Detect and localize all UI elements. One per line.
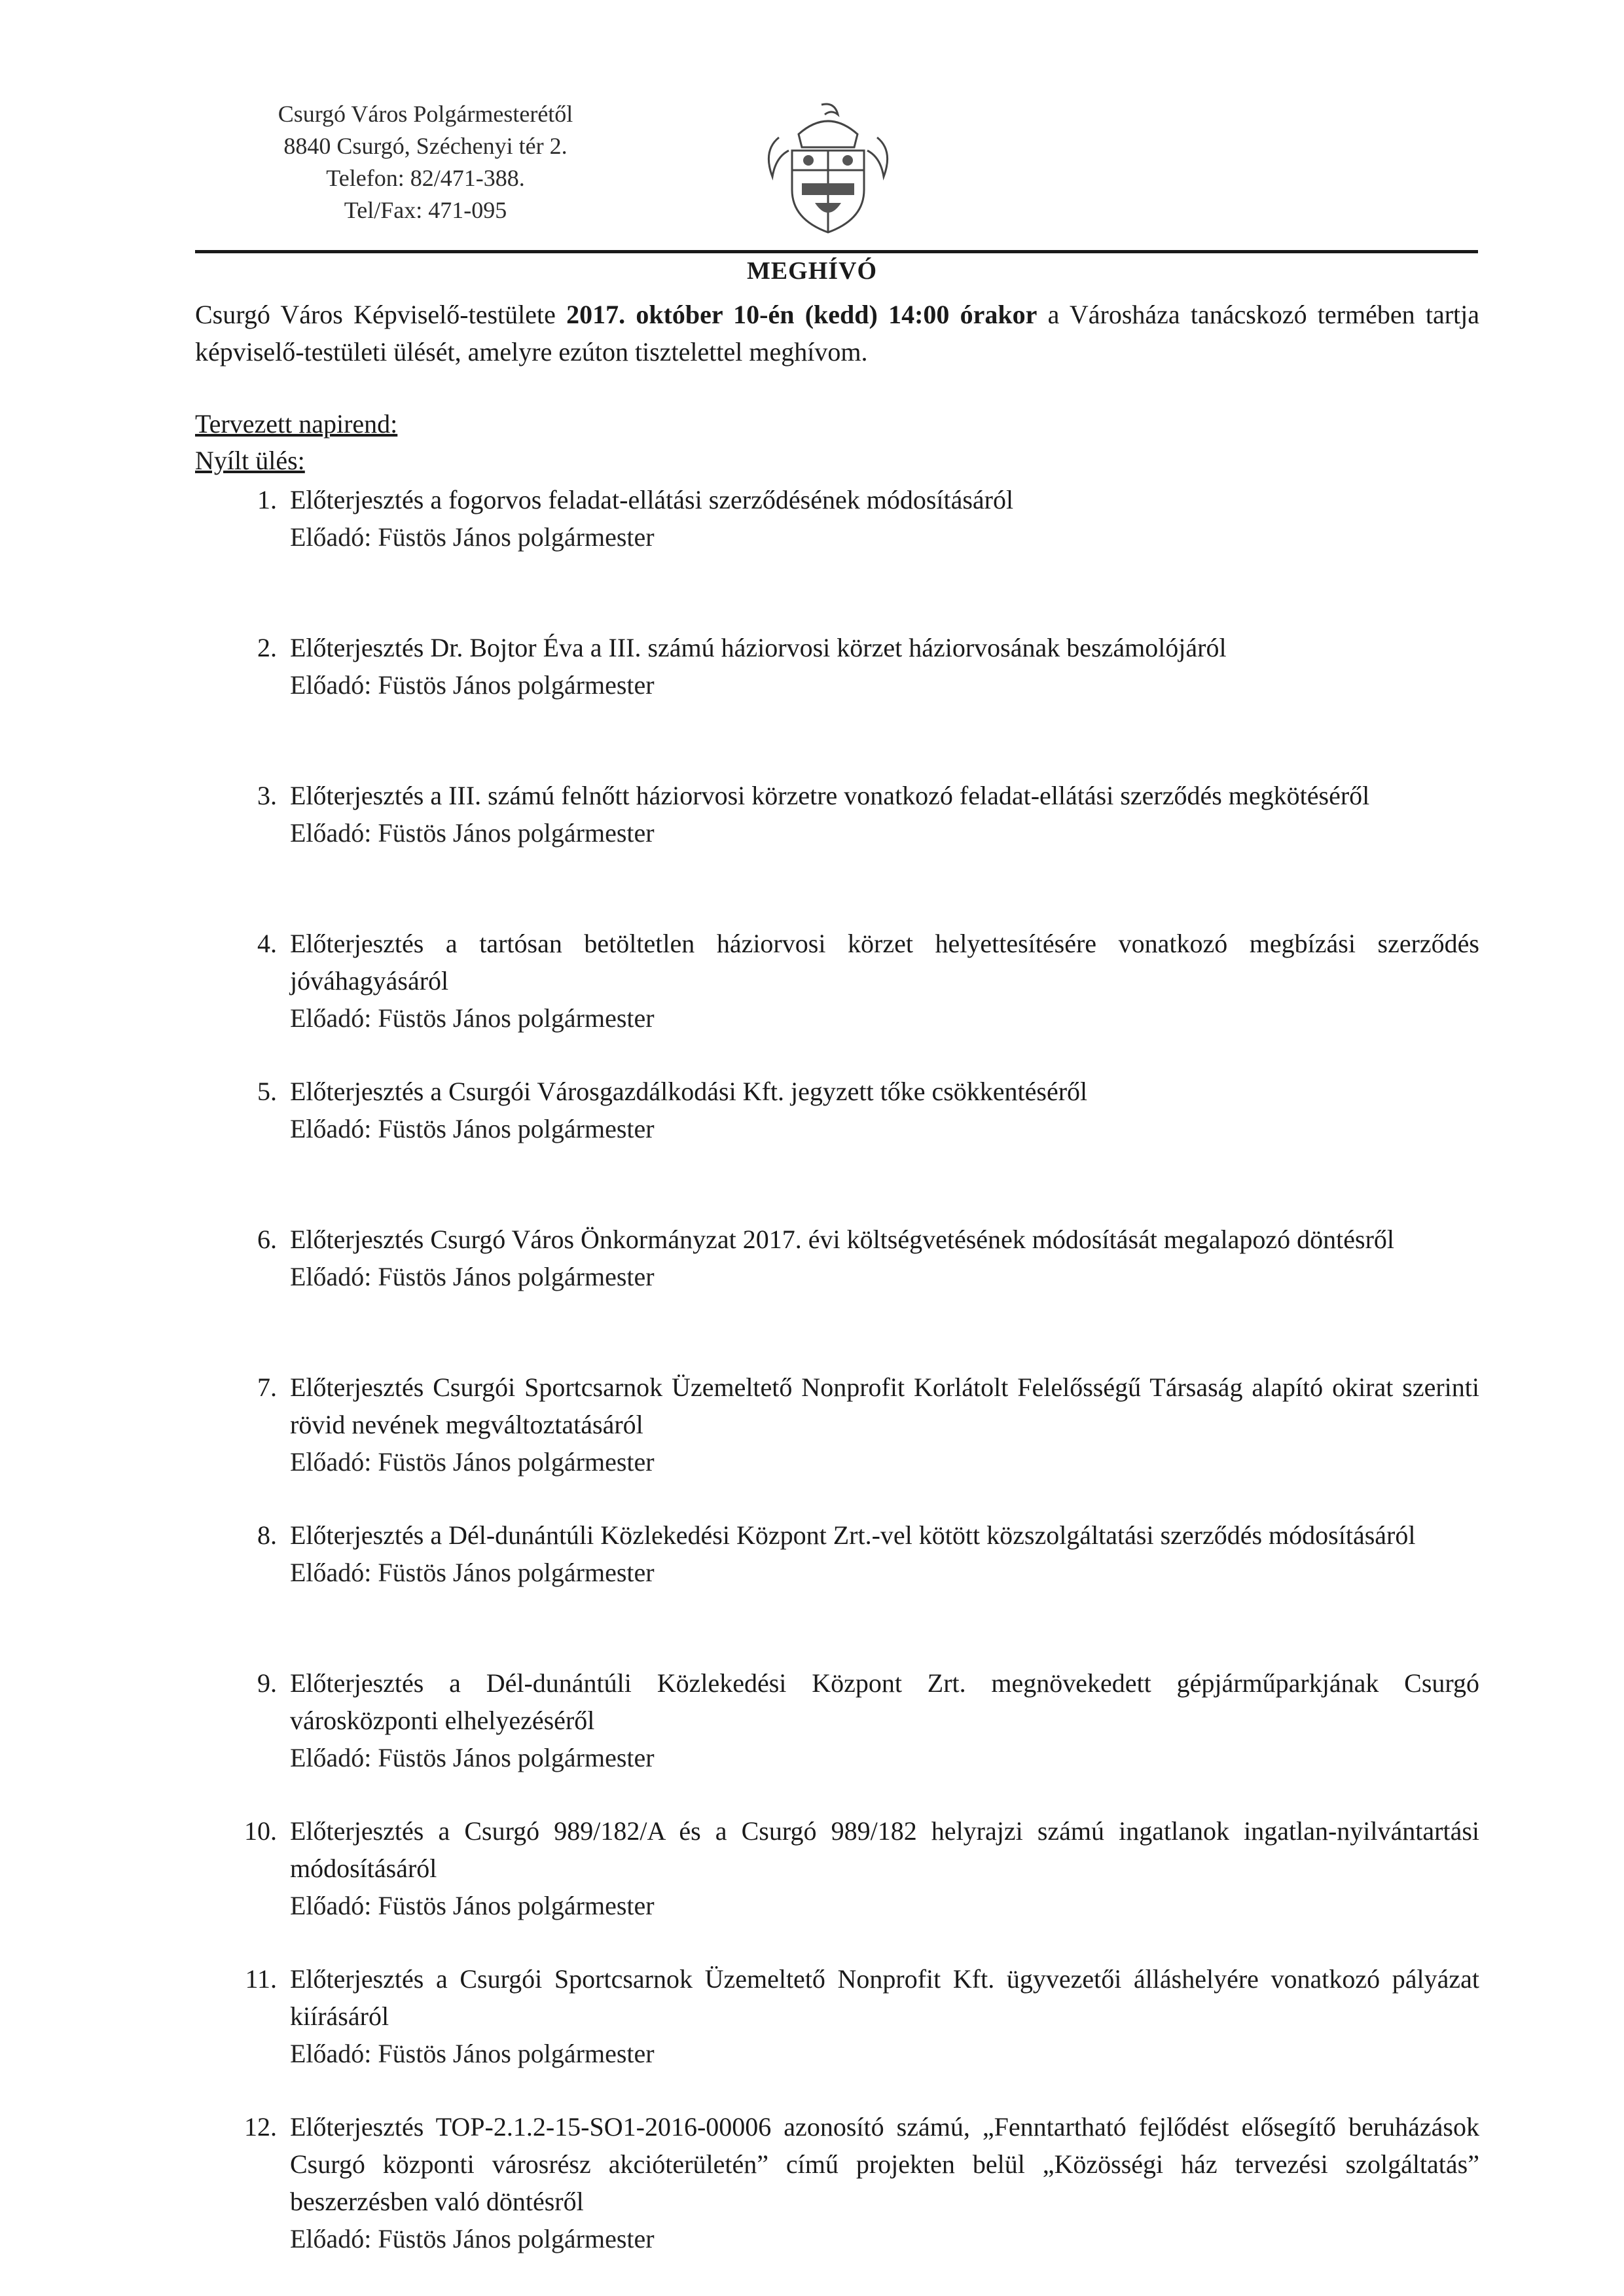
agenda-item-body	[290, 1369, 1479, 1516]
agenda-item	[195, 629, 1479, 777]
open-session-heading: Nyílt ülés:	[195, 446, 305, 475]
agenda-item-body	[290, 1960, 1479, 2108]
agenda-item-number: 2.	[257, 633, 277, 662]
letterhead-line-sender: Csurgó Város Polgármesterétől	[278, 101, 573, 127]
agenda-item	[195, 1073, 1479, 1221]
agenda-item	[195, 2108, 1479, 2256]
agenda-item-body	[290, 481, 1479, 629]
agenda-item-title: Előterjesztés TOP-2.1.2-15-SO1-2016-00006 azonosító számú, „Fenntartható fejlődést elősegítő beruházások Csurgó központi városrész akcióterületén” című projekten belül „Közösségi ház tervezési szolgáltatás” beszerzésben való döntésről	[290, 2112, 1479, 2216]
agenda-item-presenter: Előadó: Füstös János polgármester	[290, 818, 655, 848]
document-title: MEGHÍVÓ	[746, 257, 878, 285]
agenda-item-presenter: Előadó: Füstös János polgármester	[290, 1114, 655, 1143]
agenda-item	[195, 1369, 1479, 1516]
agenda-item-presenter: Előadó: Füstös János polgármester	[290, 670, 655, 700]
letterhead-line-phone: Telefon: 82/471-388.	[326, 165, 525, 191]
agenda-item-title: Előterjesztés Csurgói Sportcsarnok Üzemeltető Nonprofit Korlátolt Felelősségű Társaság alapító okirat szerinti rövid nevének megváltoztatásáról	[290, 1372, 1479, 1439]
agenda-item-presenter: Előadó: Füstös János polgármester	[290, 1891, 655, 1920]
agenda-item-presenter: Előadó: Füstös János polgármester	[290, 2039, 655, 2068]
agenda-item-presenter: Előadó: Füstös János polgármester	[290, 1003, 655, 1033]
agenda-item-number: 6.	[257, 1225, 277, 1254]
agenda-item-number: 10.	[244, 1816, 277, 1846]
agenda-item-presenter: Előadó: Füstös János polgármester	[290, 1262, 655, 1291]
agenda-list	[195, 481, 1479, 2256]
agenda-item	[195, 925, 1479, 1073]
agenda-item	[195, 1812, 1479, 1960]
agenda-item-body	[290, 1221, 1479, 1369]
agenda-item-title: Előterjesztés a Csurgói Sportcsarnok Üzemeltető Nonprofit Kft. ügyvezetői álláshelyére vonatkozó pályázat kiírásáról	[290, 1964, 1479, 2031]
agenda-item-number: 7.	[257, 1372, 277, 1402]
agenda-item-number: 5.	[257, 1077, 277, 1106]
agenda-item-title: Előterjesztés a III. számú felnőtt háziorvosi körzetre vonatkozó feladat-ellátási szerződés megkötéséről	[290, 781, 1370, 810]
agenda-item	[195, 1516, 1479, 1664]
agenda-item-number: 9.	[257, 1668, 277, 1698]
coat-of-arms-icon	[753, 98, 903, 242]
intro-text-end: a Városháza tanácskozó termében tartja képviselő-testületi ülését, amelyre ezúton tisztelettel meghívom.	[195, 300, 1480, 367]
agenda-item-body	[290, 1812, 1479, 1960]
agenda-item-body	[290, 629, 1479, 777]
agenda-item-body	[290, 925, 1479, 1073]
agenda-item-number: 1.	[257, 485, 277, 514]
agenda-item	[195, 1221, 1479, 1369]
agenda-item-title: Előterjesztés a fogorvos feladat-ellátási szerződésének módosításáról	[290, 485, 1014, 514]
intro-text-start: Csurgó Város Képviselő-testülete	[195, 300, 567, 329]
agenda-item-title: Előterjesztés a Dél-dunántúli Közlekedési Központ Zrt.-vel kötött közszolgáltatási szerződés módosításáról	[290, 1520, 1416, 1550]
agenda-item	[195, 777, 1479, 925]
invitation-text	[195, 296, 1479, 370]
agenda-item-presenter: Előadó: Füstös János polgármester	[290, 1558, 655, 1587]
letterhead	[196, 98, 655, 226]
agenda-item-number: 3.	[257, 781, 277, 810]
header-divider	[195, 250, 1478, 253]
meeting-datetime: 2017. október 10-én (kedd) 14:00 órakor	[566, 300, 1038, 329]
agenda-item-number: 11.	[245, 1964, 277, 1994]
agenda-item-body	[290, 1073, 1479, 1221]
agenda-item-presenter: Előadó: Füstös János polgármester	[290, 1447, 655, 1477]
agenda-item-number: 4.	[257, 929, 277, 958]
agenda-heading: Tervezett napirend:	[195, 409, 398, 439]
agenda-item	[195, 1664, 1479, 1812]
agenda-item-title: Előterjesztés Csurgó Város Önkormányzat 2017. évi költségvetésének módosítását megalapozó döntésről	[290, 1225, 1395, 1254]
agenda-item-body	[290, 777, 1479, 925]
agenda-item-title: Előterjesztés a Csurgó 989/182/A és a Csurgó 989/182 helyrajzi számú ingatlanok ingatlan-nyilvántartási módosításáról	[290, 1816, 1479, 1883]
agenda-item-body	[290, 1516, 1479, 1664]
agenda-item-number: 12.	[244, 2112, 277, 2142]
agenda-item-title: Előterjesztés Dr. Bojtor Éva a III. számú háziorvosi körzet háziorvosának beszámolójáról	[290, 633, 1227, 662]
letterhead-line-fax: Tel/Fax: 471-095	[344, 197, 507, 223]
agenda-item	[195, 481, 1479, 629]
agenda-item-body	[290, 2108, 1479, 2256]
agenda-item-title: Előterjesztés a Dél-dunántúli Közlekedési Központ Zrt. megnövekedett gépjárműparkjának Csurgó városközponti elhelyezéséről	[290, 1668, 1479, 1735]
agenda-item-presenter: Előadó: Füstös János polgármester	[290, 522, 655, 552]
agenda-item-presenter: Előadó: Füstös János polgármester	[290, 2224, 655, 2253]
agenda-item-number: 8.	[257, 1520, 277, 1550]
letterhead-line-address: 8840 Csurgó, Széchenyi tér 2.	[283, 133, 568, 159]
agenda-item-presenter: Előadó: Füstös János polgármester	[290, 1743, 655, 1772]
agenda-item-title: Előterjesztés a Csurgói Városgazdálkodási Kft. jegyzett tőke csökkentéséről	[290, 1077, 1088, 1106]
agenda-item	[195, 1960, 1479, 2108]
agenda-item-body	[290, 1664, 1479, 1812]
agenda-item-title: Előterjesztés a tartósan betöltetlen háziorvosi körzet helyettesítésére vonatkozó megbízási szerződés jóváhagyásáról	[290, 929, 1479, 996]
